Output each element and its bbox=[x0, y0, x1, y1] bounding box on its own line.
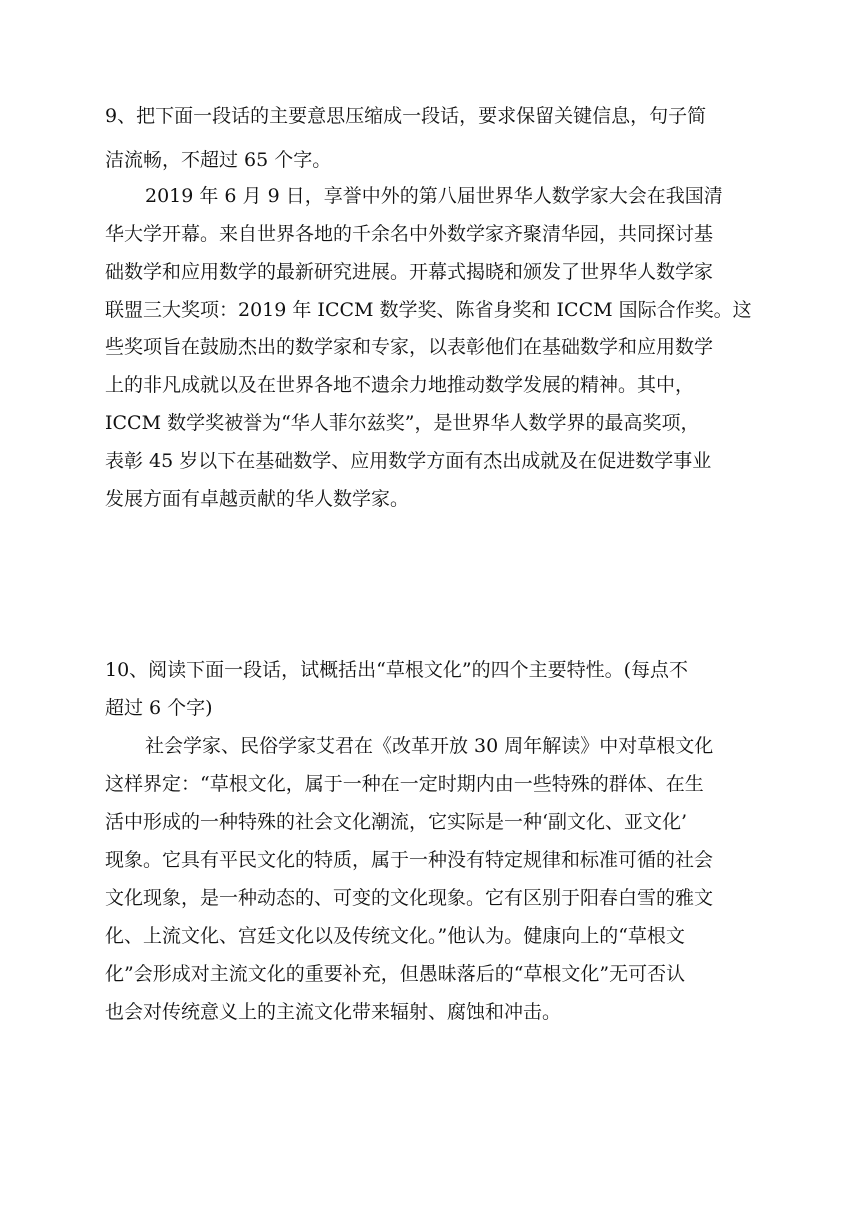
q10-passage-line-6: 化、上流文化、宫廷文化以及传统文化。”他认为。健康向上的“草根文 bbox=[105, 925, 685, 947]
q9-passage-line-3: 础数学和应用数学的最新研究进展。开幕式揭晓和颁发了世界华人数学家 bbox=[105, 261, 714, 283]
q9-prompt-line-1: 9、把下面一段话的主要意思压缩成一段话，要求保留关键信息，句子简 bbox=[105, 105, 707, 127]
q9-passage-line-8: 表彰 45 岁以下在基础数学、应用数学方面有杰出成就及在促进数学事业 bbox=[105, 450, 712, 472]
q10-passage-line-3: 活中形成的一种特殊的社会文化潮流，它实际是一种‘副文化、亚文化’ bbox=[105, 811, 688, 833]
q10-passage-line-4: 现象。它具有平民文化的特质，属于一种没有特定规律和标准可循的社会 bbox=[105, 849, 714, 871]
q9-passage-line-6: 上的非凡成就以及在世界各地不遗余力地推动数学发展的精神。其中， bbox=[105, 374, 695, 396]
q9-passage-line-7: ICCM 数学奖被誉为“华人菲尔兹奖”，是世界华人数学界的最高奖项， bbox=[105, 412, 700, 434]
q9-passage-line-4: 联盟三大奖项：2019 年 ICCM 数学奖、陈省身奖和 ICCM 国际合作奖。这 bbox=[105, 299, 752, 321]
q9-passage-line-2: 华大学开幕。来自世界各地的千余名中外数学家齐聚清华园，共同探讨基 bbox=[105, 223, 714, 245]
q9-passage-line-9: 发展方面有卓越贡献的华人数学家。 bbox=[105, 488, 410, 510]
q9-passage-line-1: 2019 年 6 月 9 日，享誉中外的第八届世界华人数学家大会在我国清 bbox=[145, 185, 723, 207]
q10-passage-line-1: 社会学家、民俗学家艾君在《改革开放 30 周年解读》中对草根文化 bbox=[145, 735, 714, 757]
q10-passage-line-7: 化”会形成对主流文化的重要补充，但愚昧落后的“草根文化”无可否认 bbox=[105, 963, 686, 985]
q9-passage-line-5: 些奖项旨在鼓励杰出的数学家和专家，以表彰他们在基础数学和应用数学 bbox=[105, 336, 714, 358]
q10-passage-line-8: 也会对传统意义上的主流文化带来辐射、腐蚀和冲击。 bbox=[105, 1001, 562, 1023]
q10-passage-line-2: 这样界定：“草根文化，属于一种在一定时期内由一些特殊的群体、在生 bbox=[105, 773, 704, 795]
q10-prompt-line-1: 10、阅读下面一段话，试概括出“草根文化”的四个主要特性。(每点不 bbox=[105, 659, 689, 681]
q10-passage-line-5: 文化现象，是一种动态的、可变的文化现象。它有区别于阳春白雪的雅文 bbox=[105, 887, 714, 909]
q10-prompt-line-2: 超过 6 个字) bbox=[105, 697, 213, 719]
q9-prompt-line-2: 洁流畅，不超过 65 个字。 bbox=[105, 149, 332, 171]
